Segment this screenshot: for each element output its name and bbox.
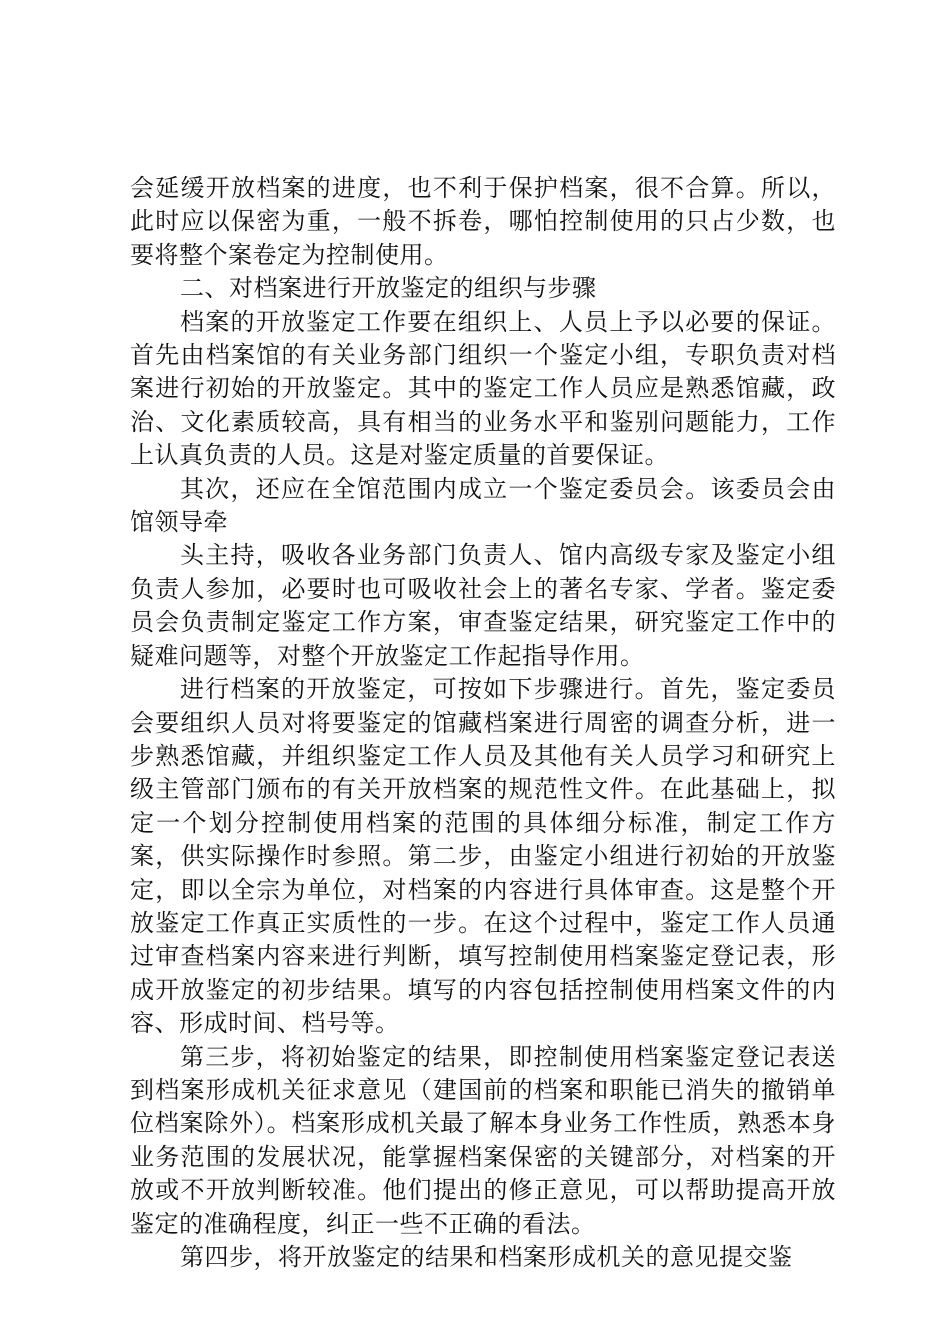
paragraph-committee: 其次，还应在全馆范围内成立一个鉴定委员会。该委员会由馆领导牵 bbox=[130, 474, 836, 537]
paragraph-steps: 进行档案的开放鉴定，可按如下步骤进行。首先，鉴定委员会要组织人员对将要鉴定的馆藏档案进行周密的调查分析，进一步熟悉馆藏，并组织鉴定工作人员及其他有关人员学习和研究上级主管部门颁布的有关开放档案的规范性文件。在此基础上，拟定一个划分控制使用档案的范围的具体细分标准，制定工作方案，供实际操作时参照。第二步，由鉴定小组进行初始的开放鉴定，即以全宗为单位，对档案的内容进行具体审查。这是整个开放鉴定工作真正实质性的一步。在这个过程中，鉴定工作人员通过审查档案内容来进行判断，填写控制使用档案鉴定登记表，形成开放鉴定的初步结果。填写的内容包括控制使用档案文件的内容、形成时间、档号等。 bbox=[130, 675, 836, 1038]
paragraph-organization: 档案的开放鉴定工作要在组织上、人员上予以必要的保证。首先由档案馆的有关业务部门组织一个鉴定小组，专职负责对档案进行初始的开放鉴定。其中的鉴定工作人员应是熟悉馆藏，政治、文化素质较高，具有相当的业务水平和鉴别问题能力，工作上认真负责的人员。这是对鉴定质量的首要保证。 bbox=[130, 307, 836, 470]
section-heading: 二、对档案进行开放鉴定的组织与步骤 bbox=[180, 274, 597, 303]
paragraph-step-three: 第三步，将初始鉴定的结果，即控制使用档案鉴定登记表送到档案形成机关征求意见（建国前的档案和职能已消失的撤销单位档案除外）。档案形成机关最了解本身业务工作性质，熟悉本身业务范围的发展状况，能掌握档案保密的关键部分，对档案的开放或不开放判断较准。他们提出的修正意见，可以帮助提高开放鉴定的准确程度，纠正一些不正确的看法。 bbox=[130, 1042, 836, 1238]
document-body bbox=[130, 172, 836, 1274]
paragraph-step-four: 第四步，将开放鉴定的结果和档案形成机关的意见提交鉴 bbox=[180, 1243, 793, 1271]
paragraph-continued: 会延缓开放档案的进度，也不利于保护档案，很不合算。所以，此时应以保密为重，一般不拆卷，哪怕控制使用的只占少数，也要将整个案卷定为控制使用。 bbox=[130, 174, 836, 269]
paragraph-committee-continued: 头主持，吸收各业务部门负责人、馆内高级专家及鉴定小组负责人参加，必要时也可吸收社会上的著名专家、学者。鉴定委员会负责制定鉴定工作方案，审查鉴定结果，研究鉴定工作中的疑难问题等，对整个开放鉴定工作起指导作用。 bbox=[130, 541, 836, 670]
